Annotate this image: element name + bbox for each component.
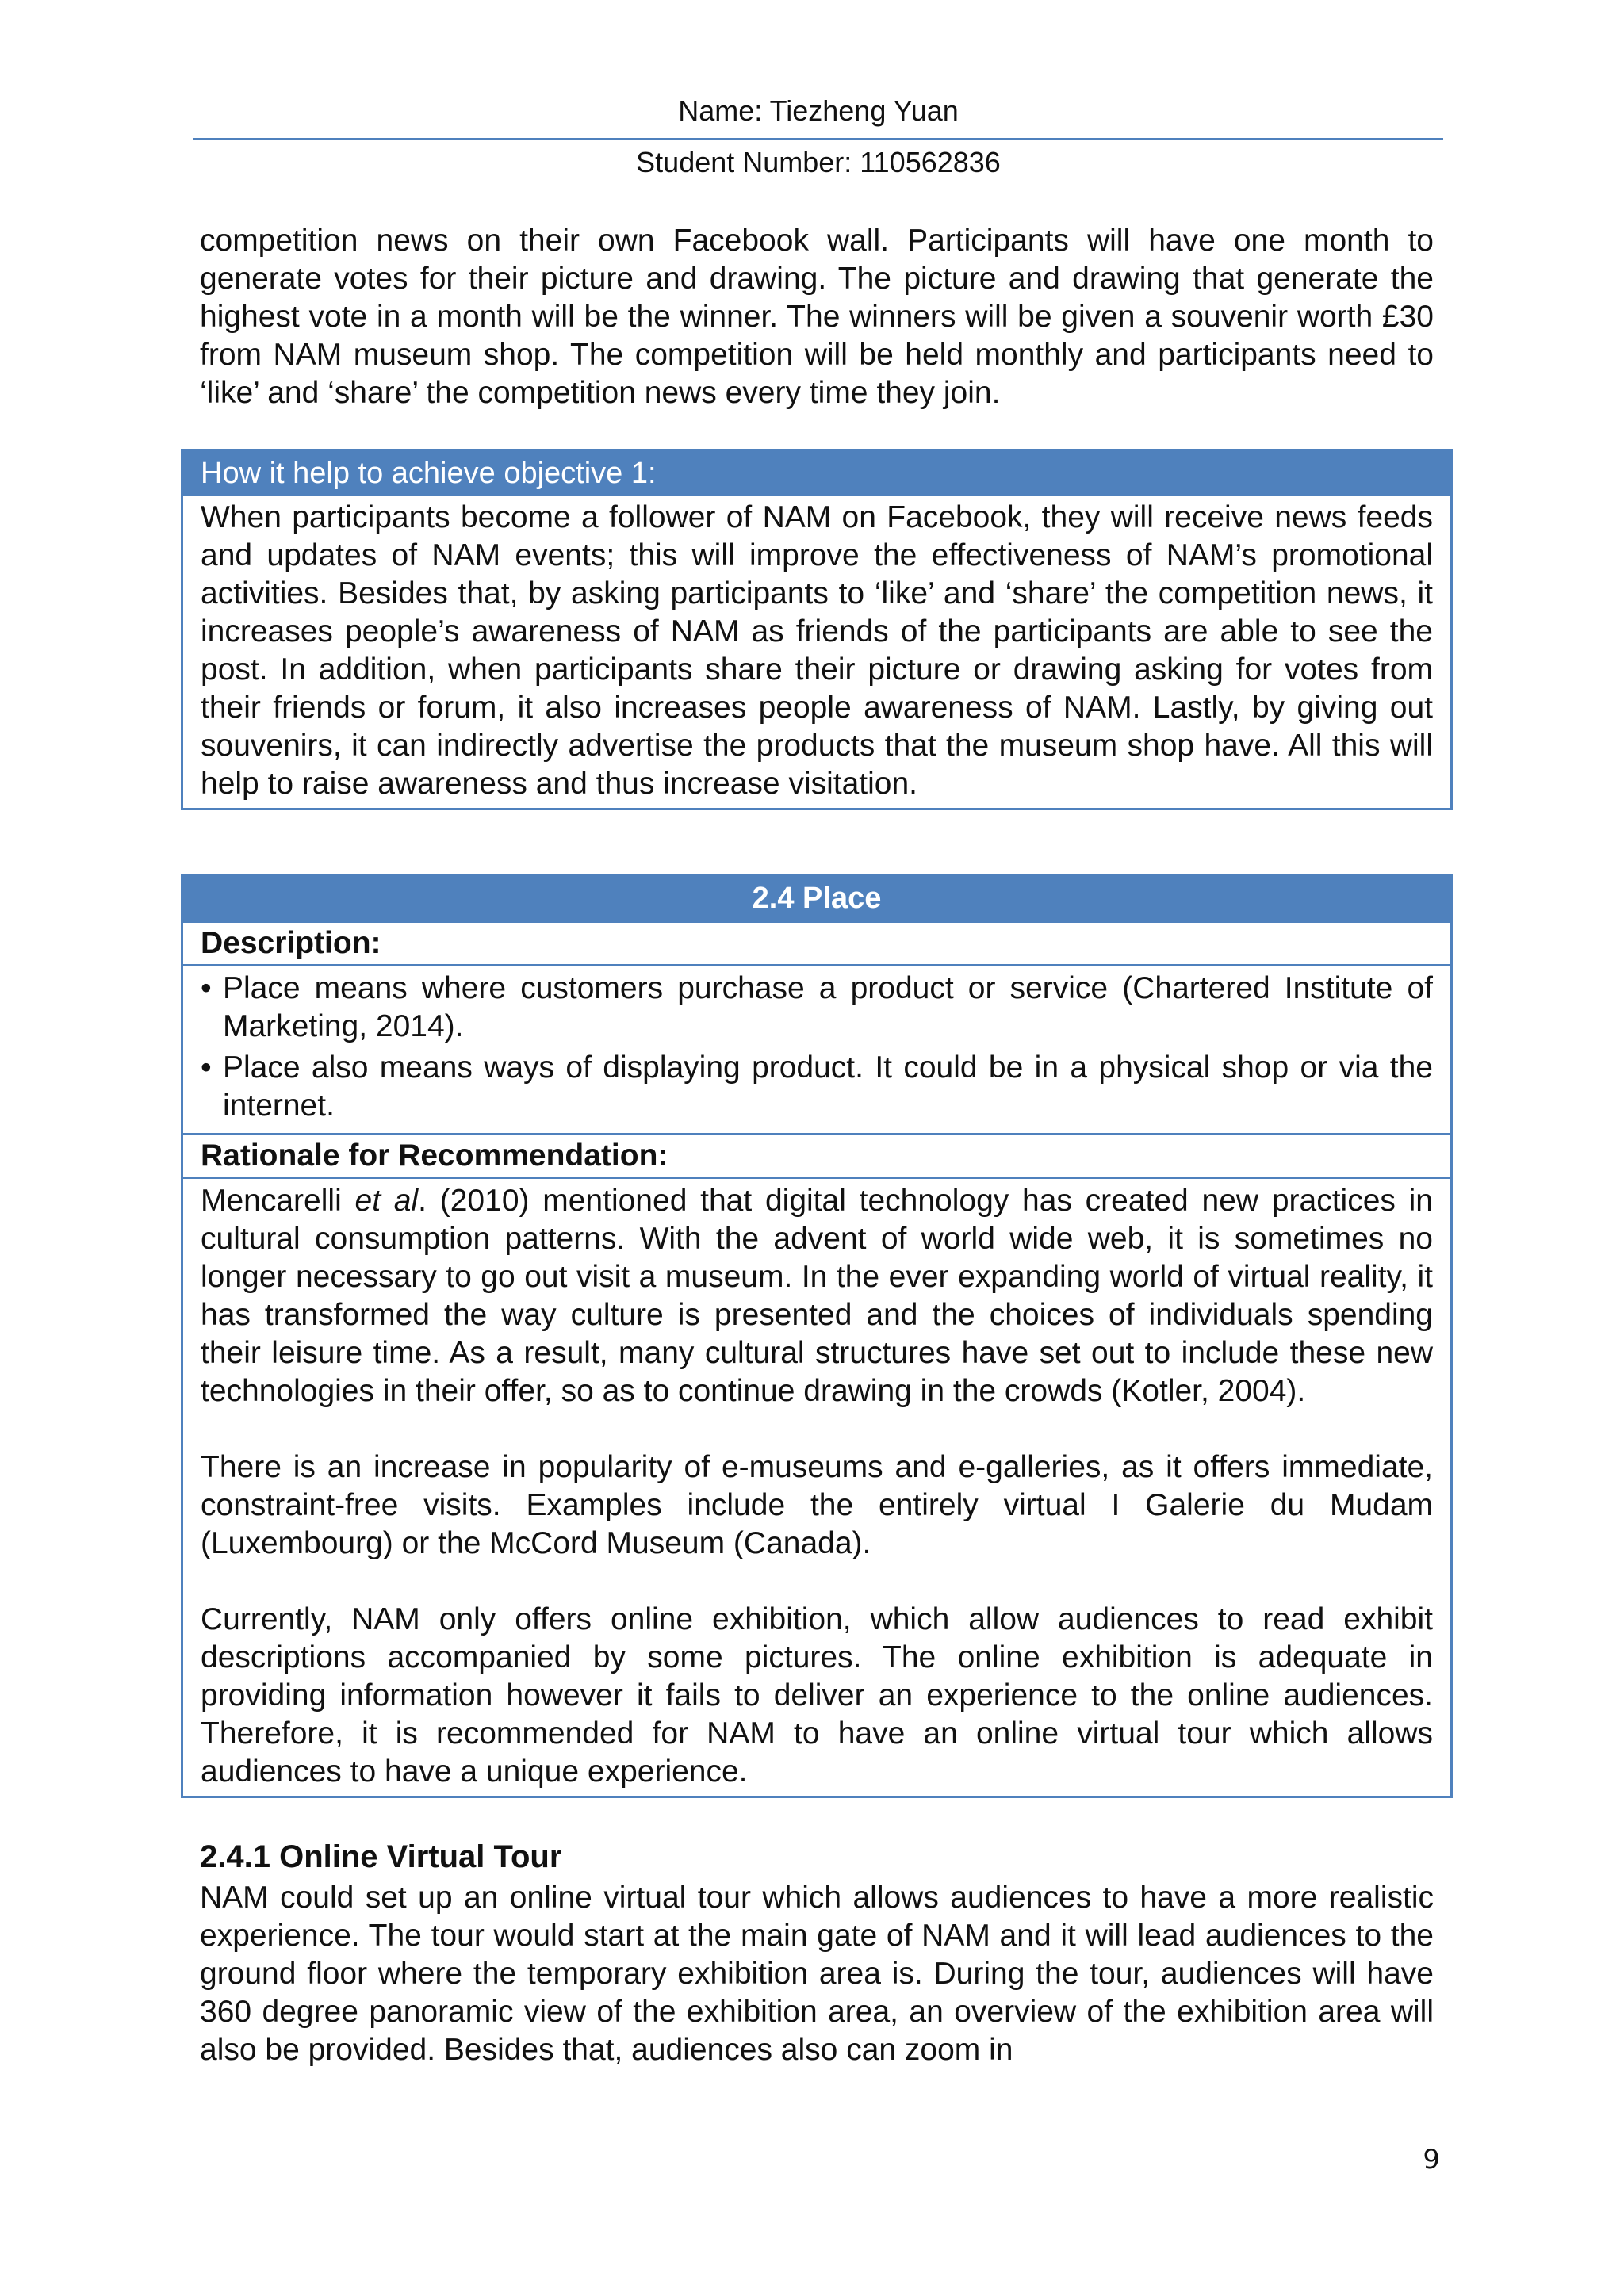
objective-box	[181, 449, 1453, 810]
section-241-body: NAM could set up an online virtual tour which allows audiences to have a more realistic experience. The tour would start at the main gate of NAM and it will lead audiences to the ground floor where the temporary exhibition area is. During the tour, audiences will have 360 degree panoramic view of the exhibition area, an overview of the exhibition area will also be provided. Besides that, audiences also can zoom in	[200, 1881, 1434, 2067]
rationale-paragraph-3: Currently, NAM only offers online exhibition, which allow audiences to read exhibit descriptions accompanied by some pictures. The online exhibition is adequate in providing information however it fails to deliver an experience to the online audiences. Therefore, it is recommended for NAM to have an online virtual tour which allows audiences to have a unique experience.	[201, 1602, 1433, 1789]
objective-box-body: When participants become a follower of NAM on Facebook, they will receive news feeds and updates of NAM events; this will improve the effectiveness of NAM’s promotional activities. Besides that, by asking participants to ‘like’ and ‘share’ the competition news, it increases people’s awareness of NAM as friends of the participants are able to see the post. In addition, when participants share their picture or drawing asking for votes from their friends or forum, it also increases people awareness of NAM. Lastly, by giving out souvenirs, it can indirectly advertise the products that the museum shop have. All this will help to raise awareness and thus increase visitation.	[201, 500, 1433, 801]
header-student-number: Student Number: 110562836	[636, 146, 1001, 178]
rationale-etal: et al	[354, 1184, 419, 1218]
objective-box-heading: How it help to achieve objective 1:	[183, 451, 1450, 496]
place-box	[181, 874, 1453, 1798]
section-241-title: 2.4.1 Online Virtual Tour	[200, 1839, 562, 1874]
header-name: Name: Tiezheng Yuan	[678, 94, 959, 127]
rationale-author: Mencarelli	[201, 1184, 355, 1218]
bullet-icon: •	[201, 1050, 212, 1085]
header-rule	[193, 138, 1443, 140]
list-item	[201, 970, 1433, 1046]
bullet-text: Place also means ways of displaying product. It could be in a physical shop or via the internet.	[223, 1050, 1433, 1123]
rationale-text: . (2010) mentioned that digital technology has created new practices in cultural consumption patterns. With the advent of world wide web, it is sometimes no longer necessary to go out visit a museum. In the ever expanding world of virtual reality, it has transformed the way culture is presented and the choices of individuals spending their leisure time. As a result, many cultural structures have set out to include these new technologies in their offer, so as to continue drawing in the crowds (Kotler, 2004).	[201, 1184, 1433, 1408]
rationale-paragraph-2: There is an increase in popularity of e-museums and e-galleries, as it offers immediate, constraint-free visits. Examples include the entirely virtual I Galerie du Mudam (Luxembourg) or the McCord Museum (Canada).	[201, 1450, 1433, 1560]
description-body	[183, 964, 1450, 1133]
description-label: Description:	[183, 920, 1450, 964]
bullet-text: Place means where customers purchase a product or service (Chartered Institute of Marketing, 2014).	[223, 971, 1433, 1043]
intro-paragraph: competition news on their own Facebook wall. Participants will have one month to generate votes for their picture and drawing. The picture and drawing that generate the highest vote in a month will be the winner. The winners will be given a souvenir worth £30 from NAM museum shop. The competition will be held monthly and participants need to ‘like’ and ‘share’ the competition news every time they join.	[200, 224, 1434, 410]
list-item	[201, 1049, 1433, 1125]
place-box-heading: 2.4 Place	[183, 876, 1450, 920]
bullet-icon: •	[201, 971, 212, 1005]
page-number: 9	[1423, 2144, 1440, 2175]
rationale-label: Rationale for Recommendation:	[183, 1133, 1450, 1177]
description-bullets	[201, 970, 1433, 1125]
rationale-body	[183, 1177, 1450, 1796]
page-header	[193, 94, 1443, 183]
rationale-paragraph-1	[201, 1182, 1433, 1410]
